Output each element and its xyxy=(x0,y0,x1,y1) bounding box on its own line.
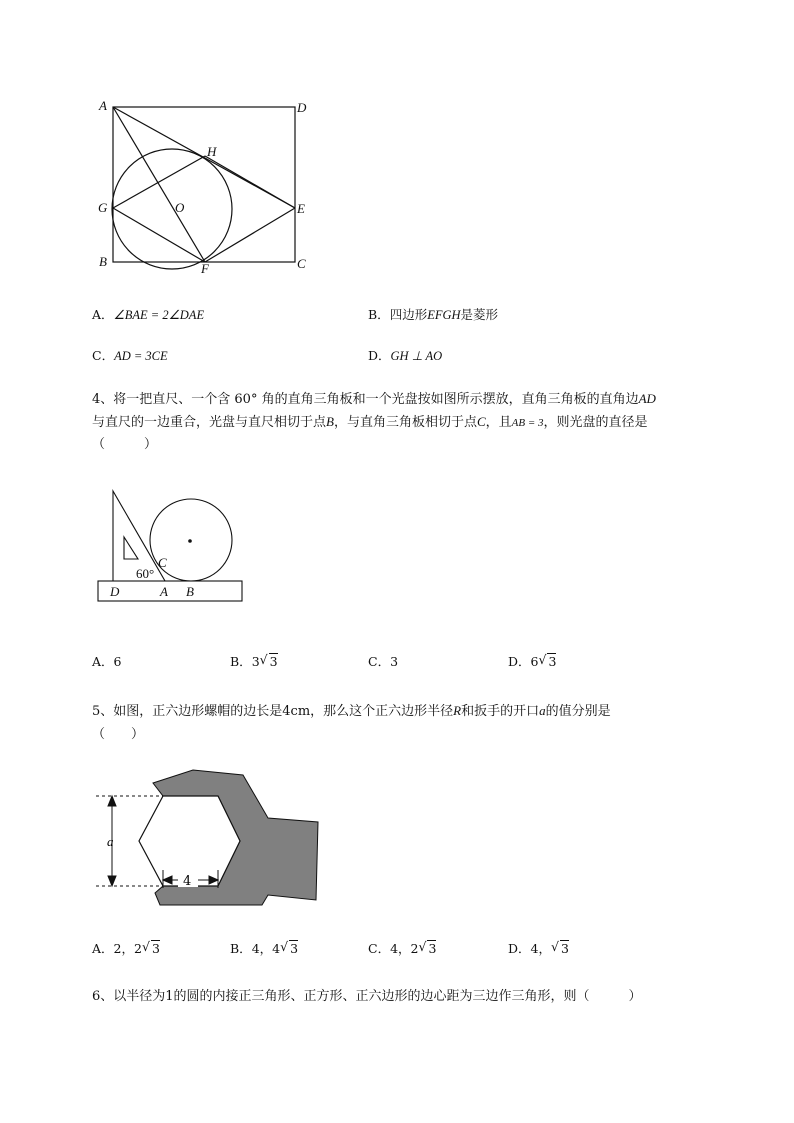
segment-af xyxy=(113,107,205,262)
label-c: C xyxy=(297,256,306,271)
set-square-inner-hole xyxy=(124,537,138,559)
question-4-line-2: 与直尺的一边重合，光盘与直尺相切于点B，与直角三角板相切于点C，且AB = 3，则光盘的直径是 xyxy=(92,414,648,430)
label-d: D xyxy=(110,584,120,599)
sqrt-icon: √ xyxy=(259,652,268,667)
q5-option-b[interactable]: B．4，4 √ 3 xyxy=(230,939,299,956)
sqrt-icon: √ xyxy=(550,939,559,954)
option-d[interactable]: D．GH ⊥ AO xyxy=(368,348,443,363)
label-b: B xyxy=(186,584,194,599)
hexagon-nut-wrench-figure xyxy=(92,765,327,910)
option-d-text: GH ⊥ AO xyxy=(390,349,443,363)
q4-option-d[interactable]: D．6 √ 3 xyxy=(508,652,557,669)
rectangle-abcd xyxy=(113,107,295,262)
q4-option-a[interactable]: A．6 xyxy=(92,654,122,669)
q4-option-c[interactable]: C．3 xyxy=(368,654,399,669)
segment-he xyxy=(205,156,295,208)
label-60-degree: 60° xyxy=(136,566,155,581)
label-a: A xyxy=(160,584,168,599)
label-4: 4 xyxy=(183,874,192,889)
option-b[interactable]: B．四边形EFGH是菱形 xyxy=(368,307,499,322)
question-5-line-1: 5、如图，正六边形螺帽的边长是4cm，那么这个正六边形半径R和扳手的开口a的值分别是 xyxy=(92,703,611,719)
label-f: F xyxy=(201,261,209,276)
segment-gf xyxy=(113,208,205,262)
sqrt-icon: √ xyxy=(418,939,427,954)
sqrt-icon: √ xyxy=(538,652,547,667)
q5-option-d[interactable]: D．4， √ 3 xyxy=(508,939,569,956)
sqrt-icon: √ xyxy=(280,939,289,954)
label-g: G xyxy=(98,200,108,215)
label-e: E xyxy=(297,201,305,216)
inscribed-circle xyxy=(112,149,232,269)
question-6-text: 6、以半径为1的圆的内接正三角形、正方形、正六边形的边心距为三边作三角形，则（ ） xyxy=(92,989,642,1004)
label-h: H xyxy=(207,144,217,159)
option-a-text: ∠BAE = 2∠DAE xyxy=(113,308,205,322)
label-o: O xyxy=(175,200,185,215)
sqrt-icon: √ xyxy=(141,939,150,954)
option-c[interactable]: C．AD = 3CE xyxy=(92,348,168,363)
geometry-figure-square-circle xyxy=(90,95,320,280)
label-d: D xyxy=(297,100,307,115)
geometry-figure-ruler-triangle-disc xyxy=(95,485,250,605)
label-a: a xyxy=(107,834,114,849)
question-4-answer-blank: （ ） xyxy=(92,437,158,452)
label-b: B xyxy=(99,254,107,269)
segment-gh xyxy=(113,156,205,208)
q5-option-c[interactable]: C．4，2 √ 3 xyxy=(368,939,437,956)
label-a: A xyxy=(99,98,107,113)
q5-option-a[interactable]: A．2，2 √ 3 xyxy=(92,939,160,956)
ruler xyxy=(98,581,242,601)
label-c: C xyxy=(158,555,167,570)
q4-option-b[interactable]: B．3 √ 3 xyxy=(230,652,278,669)
question-4-line-1: 4、将一把直尺、一个含 60° 角的直角三角板和一个光盘按如图所示摆放，直角三角板的直角边AD xyxy=(92,391,656,407)
question-5-answer-blank: （ ） xyxy=(92,727,145,742)
option-c-text: AD = 3CE xyxy=(114,349,168,363)
segment-fe xyxy=(205,208,295,262)
disc-center-dot xyxy=(188,539,192,543)
option-a[interactable]: A．∠BAE = 2∠DAE xyxy=(92,307,205,322)
